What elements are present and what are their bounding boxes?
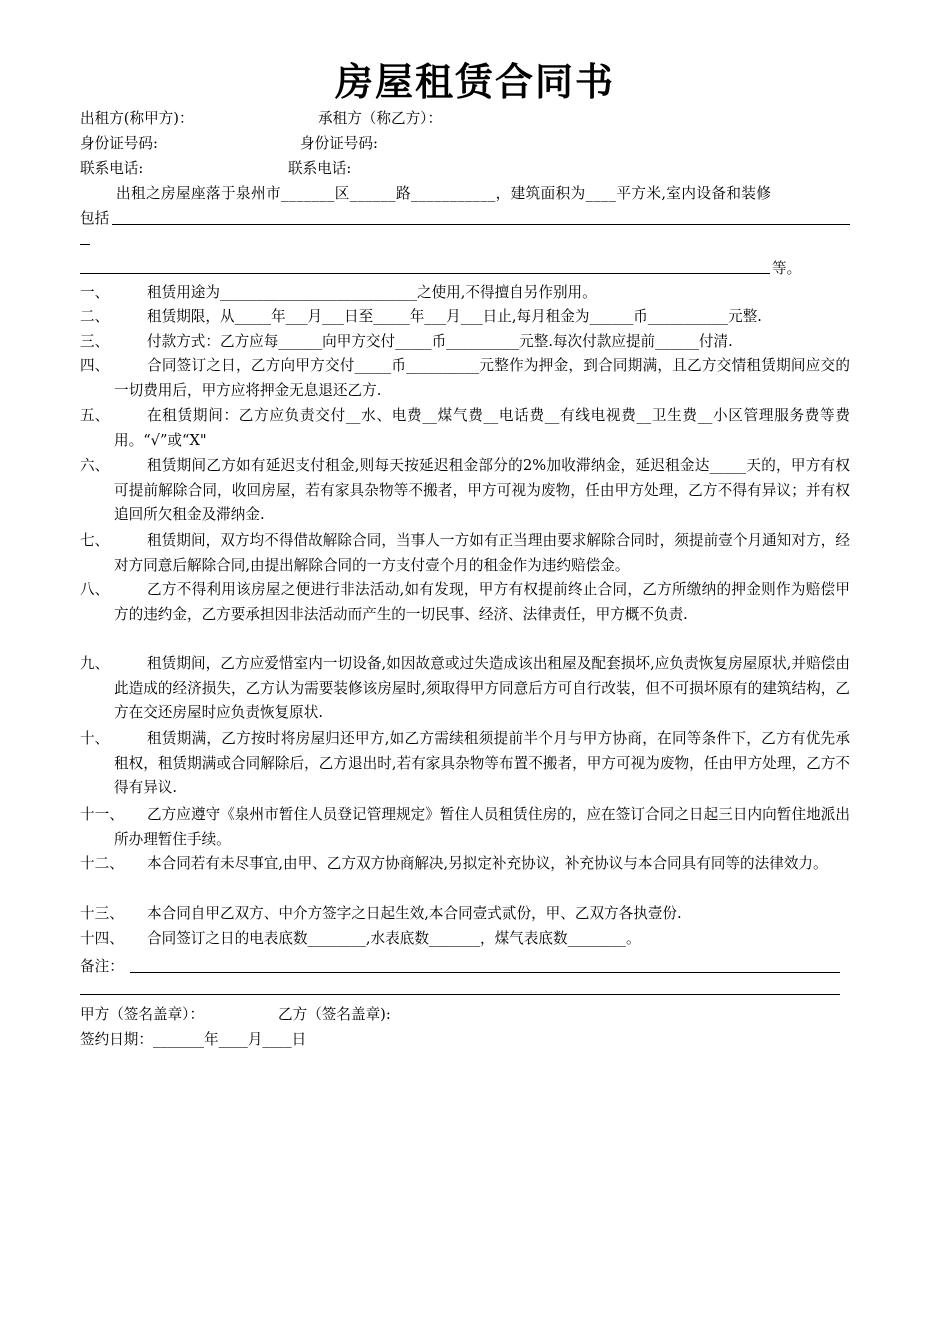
clause-text: 乙方不得利用该房屋之便进行非法活动,如有发现，甲方有权提前终止合同，乙方所缴纳的押金则作为赔偿甲方的违约金，乙方要承担因非法活动而产生的一切民事、经济、法律责任，甲方概不负责. xyxy=(114,581,850,623)
clause-number: 十、 xyxy=(80,730,110,747)
clause-10 xyxy=(80,727,850,801)
clause-number: 九、 xyxy=(80,655,110,672)
includes-label: 包括 xyxy=(80,210,110,227)
clause-text: 本合同自甲乙双方、中介方签字之日起生效,本合同壹式贰份，甲、乙双方各执壹份. xyxy=(147,905,682,922)
clause-number: 十一、 xyxy=(80,806,124,823)
lessor-phone-label: 联系电话: xyxy=(80,160,144,177)
includes-fill-stub xyxy=(80,244,90,245)
lessor-label: 出租方(称甲方)： xyxy=(80,110,194,127)
document-title: 房屋租赁合同书 xyxy=(334,60,615,104)
clause-number: 八、 xyxy=(80,581,110,598)
clause-number: 十三、 xyxy=(80,905,124,922)
location-line: 出租之房屋座落于泉州市_______区______路___________，建筑面积为____平方米,室内设备和装修 xyxy=(116,185,772,202)
clause-text: 租赁期限，从_____年___月___日至_____年___月___日止,每月租金为______币___________元整. xyxy=(147,308,762,325)
clause-number: 三、 xyxy=(80,333,110,350)
clause-6 xyxy=(80,454,850,528)
lessee-id-label: 身份证号码: xyxy=(300,135,378,152)
party-a-signature-label: 甲方（签名盖章）： xyxy=(80,1006,205,1023)
clause-text: 租赁期满，乙方按时将房屋归还甲方,如乙方需续租须提前半个月与甲方协商，在同等条件下，乙方有优先承租权，租赁期满或合同解除后，乙方退出时,若有家具杂物等布置不搬者，甲方可视为废物，任由甲方处理，乙方不得有异议. xyxy=(114,730,850,796)
clause-text: 租赁用途为___________________________之使用,不得擅自另作别用。 xyxy=(147,284,597,301)
clause-number: 十四、 xyxy=(80,930,124,947)
signing-date: 签约日期：_______年____月____日 xyxy=(80,1031,307,1048)
clause-text: 付款方式：乙方应每______向甲方交付_____币__________元整.每次付款应提前______付清. xyxy=(147,333,733,350)
clause-12 xyxy=(80,852,850,877)
clause-3 xyxy=(80,330,850,355)
clause-text: 合同签订之日的电表底数________,水表底数_______，煤气表底数________。 xyxy=(147,930,641,947)
clause-7 xyxy=(80,529,850,578)
includes-fill-line xyxy=(112,224,850,225)
lessor-id-label: 身份证号码: xyxy=(80,135,158,152)
clause-text: 租赁期间，乙方应爱惜室内一切设备,如因故意或过失造成该出租屋及配套损坏,应负责恢复房屋原状,并赔偿由此造成的经济损失，乙方认为需要装修该房屋时,须取得甲方同意后方可自行改装，但不可损坏原有的建筑结构，乙方在交还房屋时应负责恢复原状. xyxy=(114,655,850,721)
clause-9 xyxy=(80,652,850,726)
clause-text: 本合同若有未尽事宜,由甲、乙方双方协商解决,另拟定补充协议，补充协议与本合同具有同等的法律效力。 xyxy=(147,855,828,872)
clause-2 xyxy=(80,305,850,330)
includes-fill-line-2 xyxy=(80,273,770,274)
remarks-line-2 xyxy=(80,994,840,995)
clause-number: 一、 xyxy=(80,284,110,301)
clause-4 xyxy=(80,354,850,403)
clause-text: 乙方应遵守《泉州市暂住人员登记管理规定》暂住人员租赁住房的，应在签订合同之日起三日内向暂住地派出所办理暂住手续。 xyxy=(114,806,850,848)
clause-number: 五、 xyxy=(80,407,110,424)
party-b-signature-label: 乙方（签名盖章): xyxy=(278,1006,391,1023)
clause-text: 在租赁期间：乙方应负责交付__水、电费__煤气费__电话费__有线电视费__卫生费__小区管理服务费等费用。“√”或“X" xyxy=(114,407,850,449)
clause-1 xyxy=(80,281,850,306)
clause-number: 七、 xyxy=(80,532,110,549)
clause-text: 租赁期间，双方均不得借故解除合同，当事人一方如有正当理由要求解除合同时，须提前壹个月通知对方，经对方同意后解除合同,由提出解除合同的一方支付壹个月的租金作为违约赔偿金。 xyxy=(114,532,850,574)
clause-5 xyxy=(80,404,850,453)
remarks-line-1 xyxy=(130,972,840,973)
lessee-label: 承租方（称乙方）： xyxy=(318,110,443,127)
clause-number: 四、 xyxy=(80,357,110,374)
clause-text: 合同签订之日，乙方向甲方交付_____币__________元整作为押金，到合同期满，且乙方交情租赁期间应交的一切费用后，甲方应将押金无息退还乙方. xyxy=(114,357,850,399)
includes-end: 等。 xyxy=(772,260,802,277)
clause-number: 二、 xyxy=(80,308,110,325)
clause-13 xyxy=(80,902,850,927)
remarks-label: 备注： xyxy=(80,958,124,975)
clause-text: 租赁期间乙方如有延迟支付租金,则每天按延迟租金部分的2%加收滞纳金，延迟租金达_____天的，甲方有权可提前解除合同，收回房屋，若有家具杂物等不搬者，甲方可视为废物，任由甲方处理，乙方不得有异议；并有权追回所欠租金及滞纳金. xyxy=(114,457,850,523)
clause-14 xyxy=(80,927,850,952)
clause-8 xyxy=(80,578,850,627)
clause-number: 十二、 xyxy=(80,855,124,872)
clause-number: 六、 xyxy=(80,457,110,474)
clause-11 xyxy=(80,803,850,852)
lessee-phone-label: 联系电话: xyxy=(288,160,352,177)
